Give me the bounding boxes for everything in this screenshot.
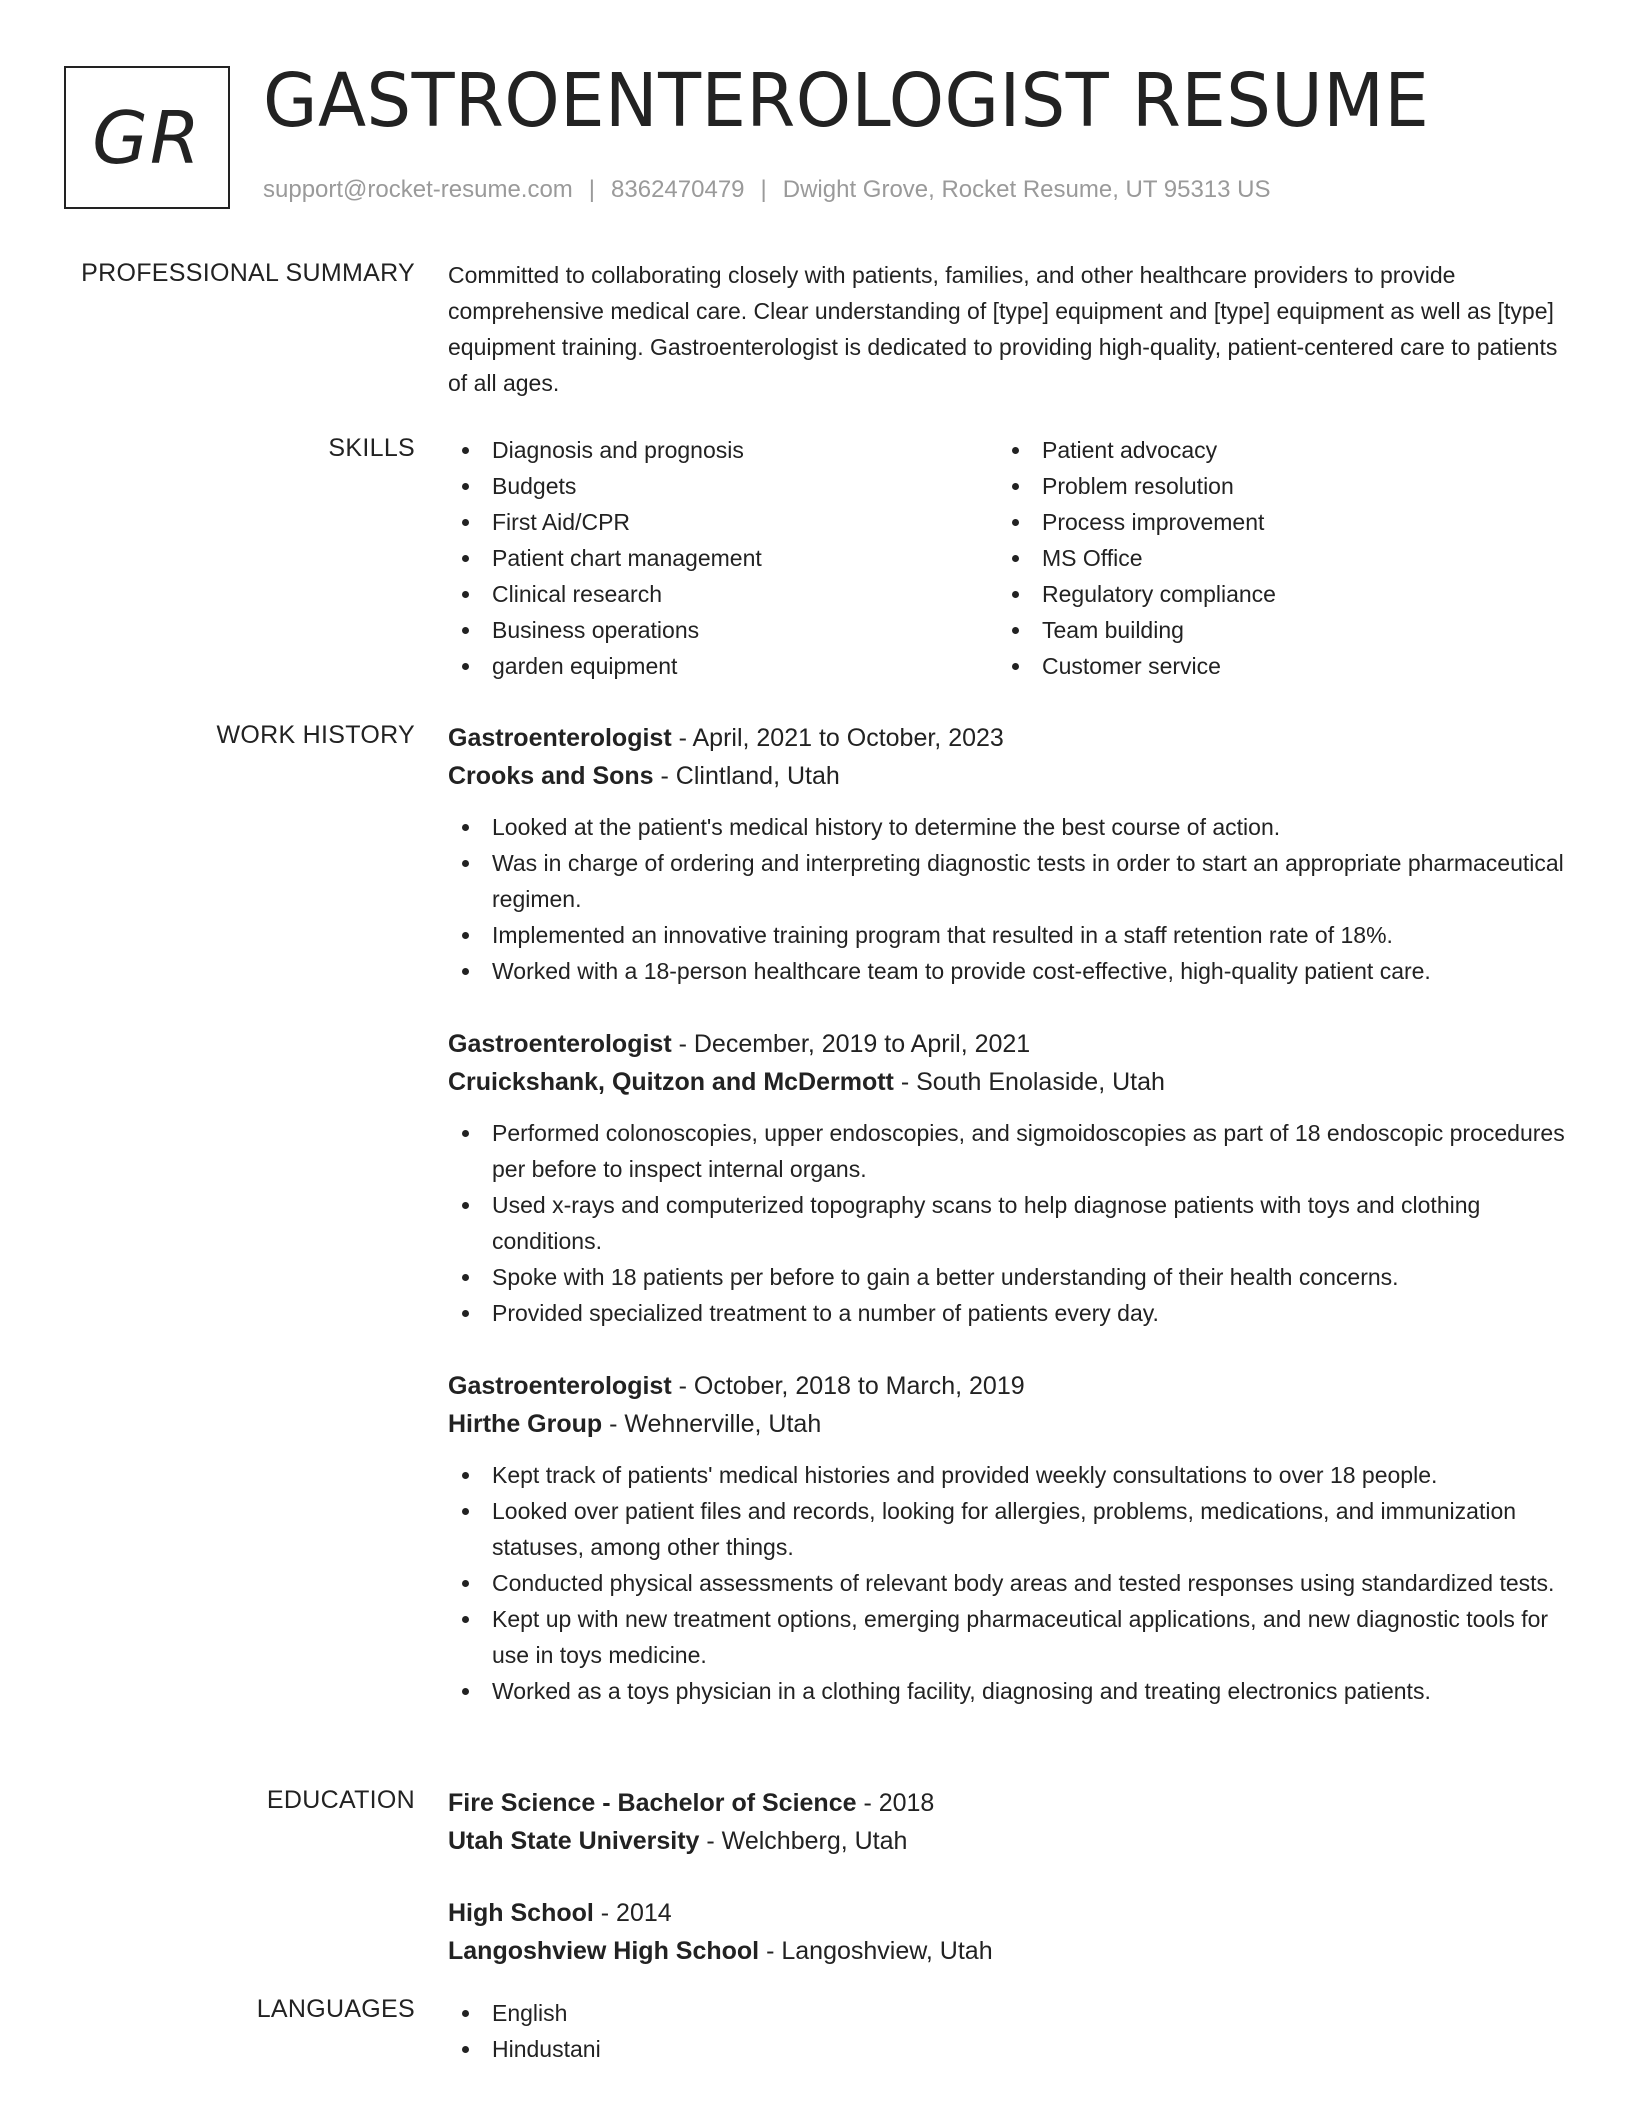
skill-item: Team building xyxy=(998,612,1548,648)
education-location: - Welchberg, Utah xyxy=(699,1827,908,1855)
job-duty-item: Used x-rays and computerized topography scans to help diagnose patients with toys and clothing conditions. xyxy=(448,1187,1568,1259)
monogram-box xyxy=(64,66,230,209)
job-company: Cruickshank, Quitzon and McDermott xyxy=(448,1068,894,1096)
job-duty-item: Worked with a 18-person healthcare team to provide cost-effective, high-quality patient care. xyxy=(448,953,1568,989)
section-label-skills: SKILLS xyxy=(328,434,415,462)
job-title: Gastroenterologist xyxy=(448,724,672,752)
education-body xyxy=(448,1784,1568,2004)
job-duty-item: Spoke with 18 patients per before to gain a better understanding of their health concerns. xyxy=(448,1259,1568,1295)
work-history-body xyxy=(448,719,1568,1745)
job-dates: - October, 2018 to March, 2019 xyxy=(671,1372,1025,1400)
job-title-line xyxy=(448,1367,1568,1405)
languages-body xyxy=(448,1995,1568,2067)
skill-item: Customer service xyxy=(998,648,1548,684)
section-label-work: WORK HISTORY xyxy=(216,721,415,749)
job-company: Hirthe Group xyxy=(448,1410,603,1438)
education-school: Langoshview High School xyxy=(448,1937,760,1965)
contact-separator: | xyxy=(760,176,767,203)
section-label-summary: PROFESSIONAL SUMMARY xyxy=(81,259,415,287)
education-location: - Langoshview, Utah xyxy=(759,1937,993,1965)
job-title-line xyxy=(448,719,1568,757)
resume-title: GASTROENTEROLOGIST RESUME xyxy=(263,58,1430,144)
job-duty-item: Performed colonoscopies, upper endoscopies, and sigmoidoscopies as part of 18 endoscopic procedures per before to inspect internal organs. xyxy=(448,1115,1568,1187)
summary-text: Committed to collaborating closely with patients, families, and other healthcare providers to provide comprehensive medical care. Clear understanding of [type] equipment and [type] equipment as well as [type] equipment training. Gastroenterologist is dedicated to providing high-quality, patient-centered care to patients of all ages. xyxy=(448,262,1558,396)
contact-email[interactable]: support@rocket-resume.com xyxy=(263,176,573,203)
job-location: - South Enolaside, Utah xyxy=(893,1068,1165,1096)
job-duties-list xyxy=(448,809,1568,989)
job-dates: - April, 2021 to October, 2023 xyxy=(671,724,1004,752)
job-duties-list xyxy=(448,1457,1568,1709)
job-title: Gastroenterologist xyxy=(448,1030,672,1058)
job-duty-item: Conducted physical assessments of relevant body areas and tested responses using standardized tests. xyxy=(448,1565,1568,1601)
job-location: - Clintland, Utah xyxy=(653,762,840,790)
job-company-line xyxy=(448,1405,1568,1443)
skill-item: MS Office xyxy=(998,540,1548,576)
education-year: - 2014 xyxy=(593,1899,672,1927)
skills-grid xyxy=(448,432,1568,684)
contact-line xyxy=(263,176,1271,204)
skill-item: Regulatory compliance xyxy=(998,576,1548,612)
languages-list xyxy=(448,1995,1568,2067)
skills-list-left xyxy=(448,432,998,684)
job-duty-item: Looked over patient files and records, looking for allergies, problems, medications, and immunization statuses, among other things. xyxy=(448,1493,1568,1565)
education-school-line xyxy=(448,1932,1568,1970)
job-location: - Wehnerville, Utah xyxy=(602,1410,822,1438)
education-entry xyxy=(448,1894,1568,1970)
section-label-education: EDUCATION xyxy=(266,1786,415,1814)
education-degree-line xyxy=(448,1784,1568,1822)
job-dates: - December, 2019 to April, 2021 xyxy=(671,1030,1031,1058)
contact-phone[interactable]: 8362470479 xyxy=(611,176,745,203)
job-duty-item: Implemented an innovative training program that resulted in a staff retention rate of 18%. xyxy=(448,917,1568,953)
monogram-initials: GR xyxy=(92,95,202,180)
contact-address: Dwight Grove, Rocket Resume, UT 95313 US xyxy=(782,176,1271,203)
language-item: Hindustani xyxy=(448,2031,1568,2067)
skill-item: Business operations xyxy=(448,612,998,648)
job-duty-item: Was in charge of ordering and interpreting diagnostic tests in order to start an appropriate pharmaceutical regimen. xyxy=(448,845,1568,917)
job-entry xyxy=(448,1367,1568,1709)
skill-item: Diagnosis and prognosis xyxy=(448,432,998,468)
skill-item: garden equipment xyxy=(448,648,998,684)
job-duty-item: Worked as a toys physician in a clothing facility, diagnosing and treating electronics patients. xyxy=(448,1673,1568,1709)
job-duty-item: Looked at the patient's medical history to determine the best course of action. xyxy=(448,809,1568,845)
skill-item: Clinical research xyxy=(448,576,998,612)
contact-separator: | xyxy=(588,176,596,203)
job-company-line xyxy=(448,1063,1568,1101)
skill-item: Patient advocacy xyxy=(998,432,1548,468)
job-duty-item: Kept up with new treatment options, emerging pharmaceutical applications, and new diagnostic tools for use in toys medicine. xyxy=(448,1601,1568,1673)
education-school: Utah State University xyxy=(448,1827,700,1855)
section-label-languages: LANGUAGES xyxy=(256,1995,415,2023)
education-degree-line xyxy=(448,1894,1568,1932)
education-degree: Fire Science - Bachelor of Science xyxy=(448,1789,857,1817)
job-title: Gastroenterologist xyxy=(448,1372,672,1400)
job-entry xyxy=(448,719,1568,989)
skill-item: Problem resolution xyxy=(998,468,1548,504)
education-entry xyxy=(448,1784,1568,1860)
job-duties-list xyxy=(448,1115,1568,1331)
job-entry xyxy=(448,1025,1568,1331)
job-duty-item: Provided specialized treatment to a number of patients every day. xyxy=(448,1295,1568,1331)
job-company: Crooks and Sons xyxy=(448,762,654,790)
skill-item: Budgets xyxy=(448,468,998,504)
job-company-line xyxy=(448,757,1568,795)
education-year: - 2018 xyxy=(856,1789,935,1817)
skill-item: Process improvement xyxy=(998,504,1548,540)
skill-item: Patient chart management xyxy=(448,540,998,576)
job-duty-item: Kept track of patients' medical histories and provided weekly consultations to over 18 people. xyxy=(448,1457,1568,1493)
language-item: English xyxy=(448,1995,1568,2031)
job-title-line xyxy=(448,1025,1568,1063)
skills-list-right xyxy=(998,432,1548,684)
education-school-line xyxy=(448,1822,1568,1860)
education-degree: High School xyxy=(448,1899,594,1927)
skill-item: First Aid/CPR xyxy=(448,504,998,540)
